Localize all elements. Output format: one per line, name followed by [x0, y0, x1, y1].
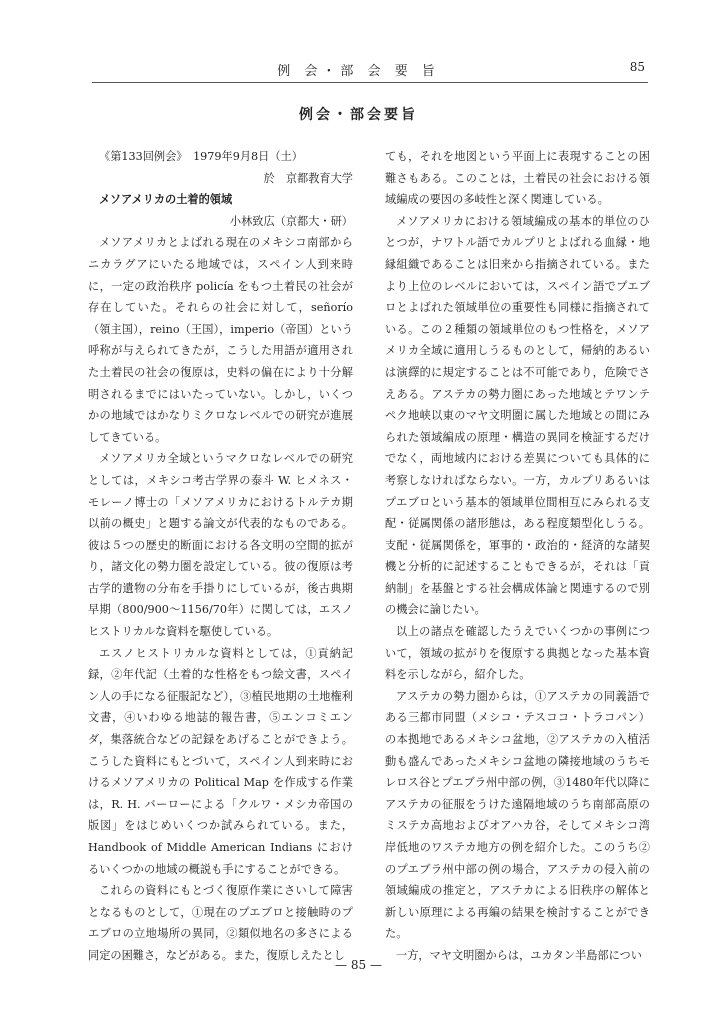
- article-title: メソアメリカの土着的領域: [99, 192, 233, 207]
- section-title: 例会・部会要旨: [299, 107, 418, 123]
- article-author: 小林致広（京都大・研）: [229, 214, 353, 228]
- meeting-header: 《第133回例会》 1979年9月8日（土）: [99, 150, 303, 163]
- left-paragraph-3: エスノヒストリカルな資料としては，①貢納記録，②年代記（土着的な性格をもつ絵文書，スペイン人の手になる征服記など），③植民地期の土地権利文書，④いわゆる地誌的報告書，⑤エンコミエンダ，集落統合などの記録をあげることができよう。こうした資料にもとづいて，スペイン人到来時におけるメソアメリカの Political Map を作成する作業は，R. H. バーローによる「クルワ・メシカ帝国の版図」をはじめいくつか試みられている。また，Handbook of Middle American Indians におけるいくつかの地域の概説も手にすることができる。: [88, 646, 353, 876]
- right-paragraph-5: 一方，マヤ文明圏からは，ユカタン半島部につい: [396, 948, 642, 962]
- right-paragraph-2: メソアメリカにおける領域編成の基本的単位のひとつが，ナワトル語でカルプリとよばれる血縁・地縁組織であることは旧来から指摘されている。またより上位のレベルにおいては，スペイン語でプエブロとよばれた領域単位の重要性も同様に指摘されている。この２種類の領域単位のもつ性格を，メソアメリカ全域に適用しうるものとして，帰納的あるいは演繹的に規定することは不可能であり，危険でさえある。アステカの勢力圏にあった地域とテワンテペク地峡以東のマヤ文明圏に属した地域との間にみられた領域編成の原理・構造の異同を検証するだけでなく，両地域内における差異についても具体的に考察しなければならない。一方，カルプリあるいはプエブロという基本的領域単位間相互にみられる支配・従属関係の諸形態は，ある程度類型化しうる。支配・従属関係を，軍事的・政治的・経済的な諸契機と分析的に記述することもできるが，それは「貢納制」を基盤とする社会構成体論と関連するので別の機会に論じたい。: [385, 214, 650, 617]
- meeting-venue: 於 京都教育大学: [263, 171, 353, 185]
- left-column: [88, 146, 353, 967]
- left-paragraph-4: これらの資料にもとづく復原作業にさいして障害となるものとして，①現在のプエブロと接触時のプエブロの立地場所の異同，②類似地名の多さによる同定の困難さ，などがある。また，復原しえたとし: [88, 884, 353, 962]
- right-column: [385, 146, 650, 967]
- running-head-title: 例 会・部 会 要 旨: [277, 64, 440, 79]
- right-paragraph-4: アステカの勢力圏からは，①アステカの同義語である三都市同盟（メシコ・テスココ・トラコパン）の本拠地であるメキシコ盆地，②アステカの入植活動も盛んであったメキシコ盆地の隣接地域のうちモレロス谷とプエブラ州中部の例，③1480年代以降にアステカの征服をうけた遠隔地域のうち南部高原のミステカ高地およびオアハカ谷，そしてメキシコ湾岸低地のワステカ地方の例を紹介した。このうち②のプエブラ州中部の例の場合，アステカの侵入前の領域編成の推定と，アステカによる旧秩序の解体と新しい原理による再編の結果を検討することができた。: [385, 689, 650, 941]
- page-folio: — 85 —: [335, 958, 382, 972]
- running-head: [0, 58, 717, 82]
- left-paragraph-1: メソアメリカとよばれる現在のメキシコ南部からニカラグアにいたる地域では，スペイン人到来時に，一定の政治秩序 policía をもつ土着民の社会が存在していた。それらの社会に対して，señorío（領主国），reino（王国），imperio（帝国）という呼称が与えられてきたが，こうした用語が適用された土着民の社会の復原は，史料の偏在により十分解明されるまでにはいたっていない。しかし，いくつかの地域ではかなりミクロなレベルでの研究が進展してきている。: [88, 236, 353, 444]
- running-head-page-number: 85: [629, 60, 645, 74]
- right-paragraph-1: ても，それを地図という平面上に表現することの困難さもある。このことは，土着民の社会における領域編成の要因の多岐性と深く関連している。: [385, 150, 650, 207]
- right-paragraph-3: 以上の諸点を確認したうえでいくつかの事例について，領域の拡がりを復原する典拠となった基本資料を示しながら，紹介した。: [385, 625, 650, 682]
- header-rule: [92, 82, 648, 83]
- left-paragraph-2: メソアメリカ全域というマクロなレベルでの研究としては，メキシコ考古学界の泰斗 W. ヒメネス・モレーノ博士の「メソアメリカにおけるトルテカ期以前の概史」と題する論文が代表的なものである。彼は５つの歴史的断面における各文明の空間的拡がり，諸文化の勢力圏を設定している。彼の復原は考古学的遺物の分布を手掛りにしているが，後古典期早期（800/900～1156/70年）に関しては，エスノヒストリカルな資料を駆使している。: [88, 452, 353, 639]
